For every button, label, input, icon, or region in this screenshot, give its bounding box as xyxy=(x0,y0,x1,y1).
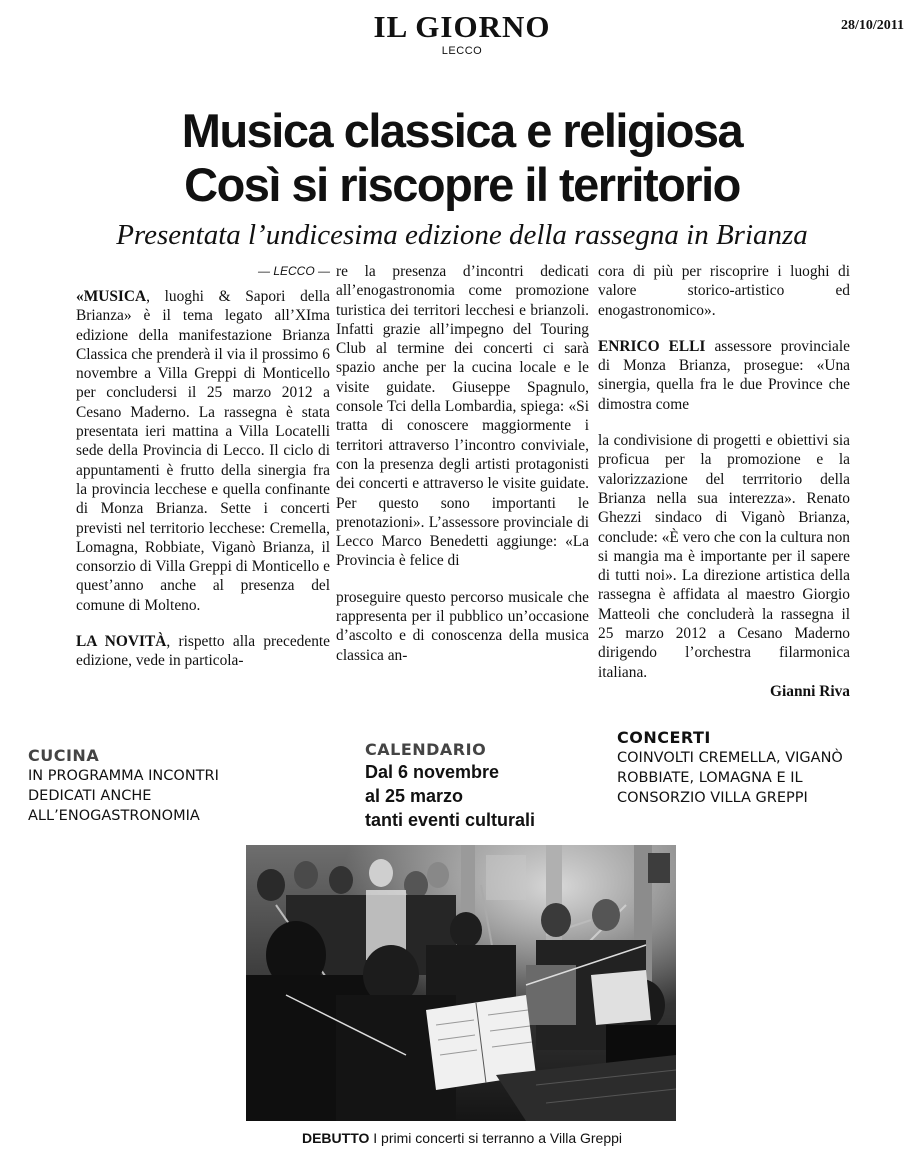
paragraph-text: , luoghi & Sapori della Brianza» è il tema legato all’XIma edizione della manifestazione Brianza Classica che prenderà il via il prossimo 6 novembre a Villa Greppi di Monticello per concludersi il 25 marzo 2012 a Cesano Maderno. La rassegna è stata presentata ieri mattina a Villa Locatelli sede della Provincia di Lecco. Il ciclo di appuntamenti è frutto della sinergia fra la provincia lecchese e quella confinante di Monza Brianza. Sette i concerti previsti nel territorio lecchese: Cremella, Lomagna, Robbiate, Viganò Brianza, il consorzio di Villa Greppi di Monticello e quest’anno anche al presenza del comune di Molteno. xyxy=(76,288,330,614)
article-column-1 xyxy=(76,262,330,671)
paragraph-text: assessore provinciale di Monza Brianza, prosegue: «Una sinergia, quella fra le due Province che dimostra come xyxy=(598,337,850,413)
headline-line-2: Così si riscopre il territorio xyxy=(184,158,740,211)
paragraph xyxy=(76,287,330,615)
info-box-line: al 25 marzo xyxy=(365,786,464,806)
newspaper-name: IL GIORNO xyxy=(373,9,551,44)
info-box-line: Dal 6 novembre xyxy=(365,762,500,782)
paragraph-lead: ENRICO ELLI xyxy=(598,337,706,355)
paragraph-text: , rispetto alla precedente edizione, vede in particola- xyxy=(76,633,330,670)
info-box-text: IN PROGRAMMA INCONTRI DEDICATI ANCHE ALL’ENOGASTRONOMIA xyxy=(28,768,219,824)
edition-name: LECCO xyxy=(441,45,483,57)
headline xyxy=(0,104,924,212)
paragraph-lead: LA NOVITÀ xyxy=(76,633,167,651)
paragraph-text: proseguire questo percorso musicale che rappresenta per il pubblico un’occasione d’ascolto e di conoscenza della musica classica an- xyxy=(336,588,589,664)
orchestra-illustration xyxy=(246,845,676,1121)
paragraph xyxy=(76,632,330,671)
article-column-3 xyxy=(598,262,850,701)
dateline: — LECCO — xyxy=(257,264,330,278)
paragraph-lead: «MUSICA xyxy=(76,288,147,305)
info-box-concerti xyxy=(617,728,857,808)
info-box-label: CONCERTI xyxy=(617,728,711,747)
masthead xyxy=(0,10,924,57)
info-box-text: COINVOLTI CREMELLA, VIGANÒ ROBBIATE, LOMAGNA E IL CONSORZIO VILLA GREPPI xyxy=(617,750,843,806)
publication-date: 28/10/2011 xyxy=(840,18,904,33)
article-column-2 xyxy=(336,262,589,665)
subheadline: Presentata l’undicesima edizione della rassegna in Brianza xyxy=(116,219,808,251)
photo-caption xyxy=(0,1130,924,1146)
info-box-calendario xyxy=(365,740,575,832)
caption-text: I primi concerti si terranno a Villa Greppi xyxy=(369,1130,623,1146)
paragraph-text: la condivisione di progetti e obiettivi sia proficua per la promozione e la valorizzazione del terrritorio della Brianza nella sua interezza». Renato Ghezzi sindaco di Viganò Brianza, conclude: «È vero che con la cultura non si mangia ma è importante per il sapere di tutti noi». La direzione artistica della rassegna è affidata al maestro Giorgio Matteoli che concluderà la rassegna il 25 marzo 2012 a Cesano Maderno dirigendo l’orchestra filarmonica italiana. xyxy=(598,432,850,681)
caption-label: DEBUTTO xyxy=(301,1130,370,1146)
paragraph-text: cora di più per riscoprire i luoghi di valore storico-artistico ed enogastronomico». xyxy=(598,263,850,319)
paragraph xyxy=(598,337,850,414)
paragraph-text: re la presenza d’incontri dedicati all’enogastronomia come promozione turistica dei territori lecchesi e brianzoli. Infatti grazie all’impegno del Touring Club al termine dei concerti ci sarà spazio anche per la cucina locale e le visite guidate. Giuseppe Spagnulo, console Tci della Lombardia, spiega: «Si tratta di conoscere maggiormente i territori attraverso l’incontro conviviale, con la presenza degli artisti protagonisti dei concerti e attraverso le visite guidate. Per questo sono importanti le prenotazioni». L’assessore provinciale di Lecco Marco Benedetti aggiunge: «La Provincia è felice di xyxy=(336,263,589,570)
headline-line-1: Musica classica e religiosa xyxy=(181,104,743,157)
orchestra-photo xyxy=(246,845,676,1121)
info-box-label: CALENDARIO xyxy=(365,740,487,759)
author-signature: Gianni Riva xyxy=(770,682,850,700)
info-box-line: tanti eventi culturali xyxy=(365,810,536,830)
info-box-cucina xyxy=(28,746,258,826)
info-box-label: CUCINA xyxy=(28,746,100,765)
